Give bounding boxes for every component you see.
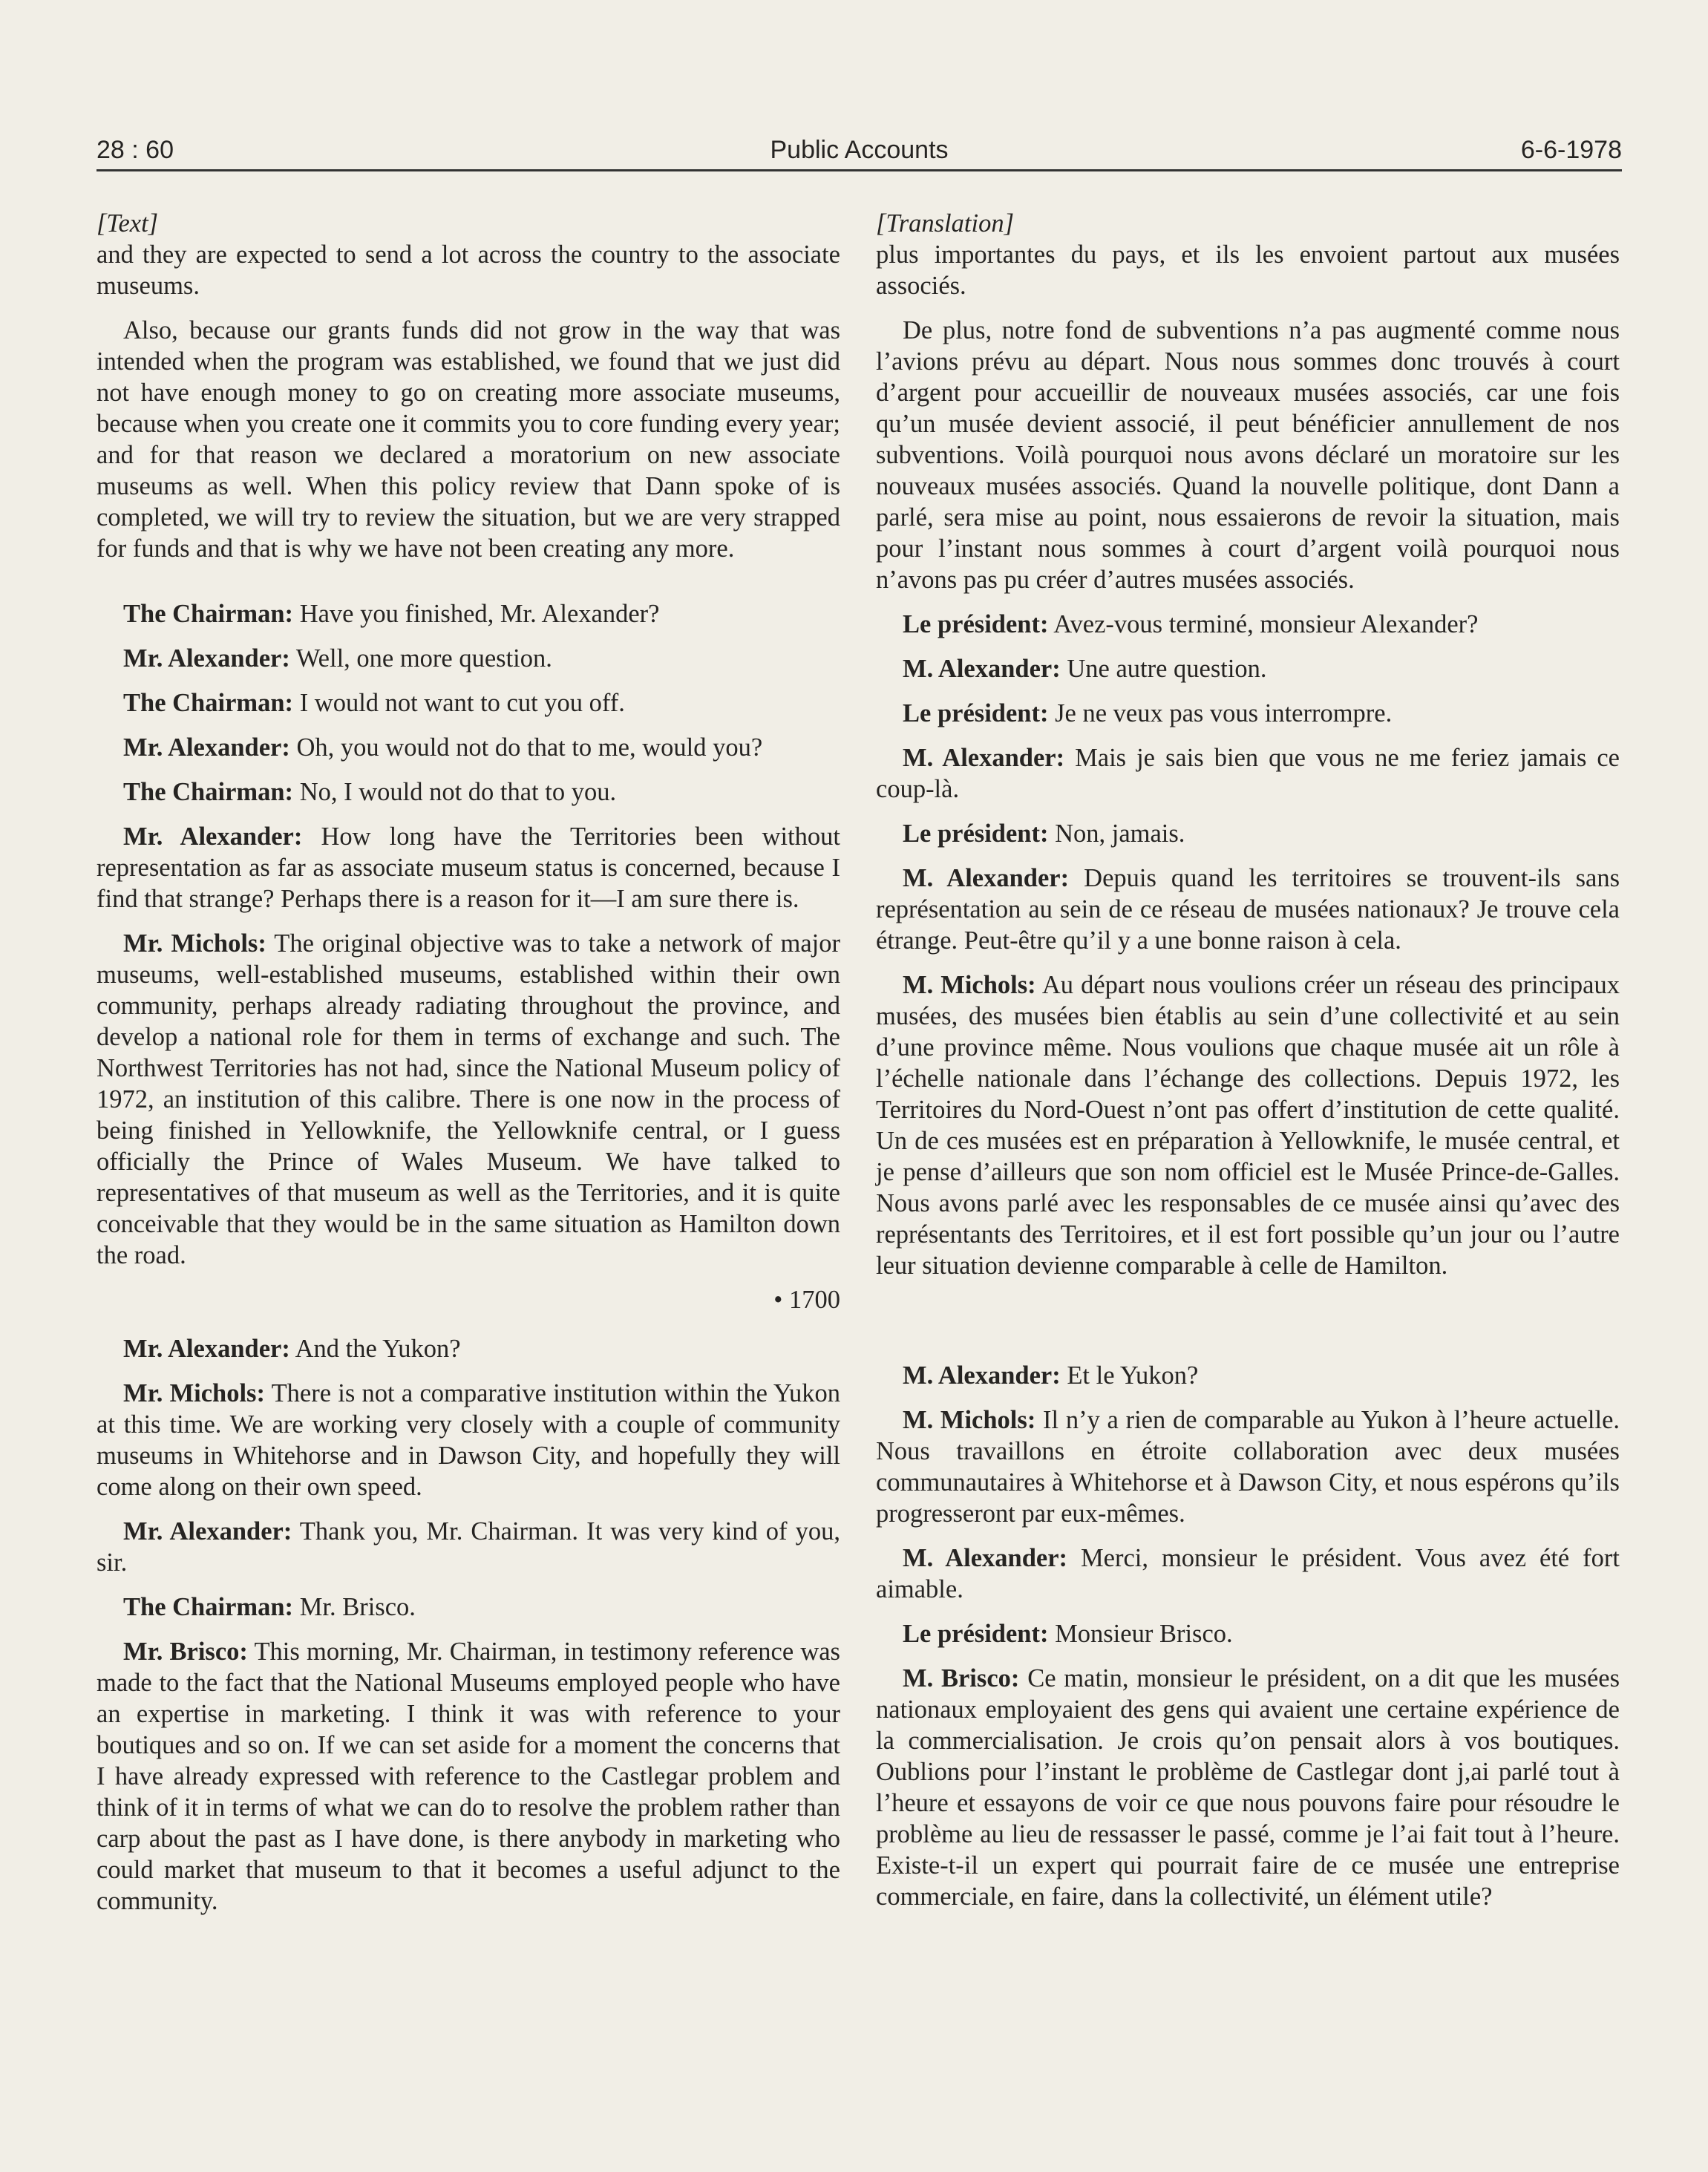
speech-text: Il n’y a rien de comparable au Yukon à l’heure actuelle. Nous travaillons en étroite collaboration avec deux musées communautaires à Whitehorse et à Dawson City, et nous espérons qu’ils progresseront par eux-mêmes. [876, 1406, 1620, 1528]
speech-text: Ce matin, monsieur le président, on a dit que les musées nationaux employaient des gens qui avaient une certaine expérience de la commercialisation. Je crois qu’on pensait alors à vos boutiques. Oublions pour l’instant le problème de Castlegar dont j,ai parlé tout à l’heure et essayons de voir ce que nous pouvons faire pour résoudre le problème au lieu de ressasser le passé, comme je l’ai fait tout à l’heure. Existe-t-il un expert qui pourrait faire de ce musée une entreprise commerciale, en faire, dans la collectivité, un élément utile? [876, 1664, 1620, 1911]
speech [876, 863, 1620, 956]
speech [96, 598, 840, 629]
speech-text: Depuis quand les territoires se trouvent-ils sans représentation au sein de ce réseau de musées nationaux? Je trouve cela étrange. Peut-être qu’il y a une bonne raison à cela. [876, 864, 1620, 955]
speech-text: There is not a comparative institution within the Yukon at this time. We are working very closely with a couple of community museums in Whitehorse and in Dawson City, and hopefully they will come along on their own speed. [96, 1379, 840, 1501]
speaker: The Chairman: [123, 600, 294, 628]
speaker: The Chairman: [123, 778, 294, 806]
speech-text: The original objective was to take a network of major museums, well-established museums, established within their own community, perhaps already radiating throughout the province, and develop a national role for them in terms of exchange and such. The Northwest Territories has not had, since the National Museum policy of 1972, an institution of this calibre. There is one now in the process of being finished in Yellowknife, the Yellowknife central, or I guess officially the Prince of Wales Museum. We have talked to representatives of that museum as well as the Territories, and it is quite conceivable that they would be in the same situation as Hamilton down the road. [96, 929, 840, 1269]
french-column [876, 208, 1620, 1926]
speech-text: Mr. Brisco. [299, 1593, 416, 1621]
speech-text: Au départ nous voulions créer un réseau des principaux musées, des musées bien établis au sein d’une collectivité et au sein d’une province même. Nous voulions que chaque musée ait un rôle à l’échelle nationale dans l’échange des collections. Depuis 1972, les Territoires du Nord-Ouest n’ont pas offert d’institution de cette qualité. Un de ces musées est en préparation à Yellowknife, le musée central, et je pense d’ailleurs que son nom officiel est le Musée Prince-de-Galles. Nous avons parlé avec les responsables de ce musée ainsi qu’avec des représentants des Territoires, et il est fort possible qu’un jour ou l’autre leur situation devienne comparable à celle de Hamilton. [876, 971, 1620, 1280]
speech [876, 609, 1620, 640]
speech [876, 1543, 1620, 1605]
speaker: Mr. Alexander: [123, 733, 290, 762]
speaker: Mr. Alexander: [123, 1517, 292, 1545]
paragraph: and they are expected to send a lot across the country to the associate museums. [96, 241, 840, 300]
speech-text: Et le Yukon? [1067, 1361, 1199, 1390]
speaker: M. Alexander: [903, 744, 1065, 772]
speaker: Mr. Alexander: [123, 822, 303, 851]
speech-text: I would not want to cut you off. [299, 689, 625, 717]
speech [876, 653, 1620, 684]
speech [876, 969, 1620, 1281]
speech [96, 928, 840, 1271]
page-date: 6-6-1978 [1520, 136, 1622, 164]
speaker: Le président: [903, 820, 1049, 848]
speech [876, 1663, 1620, 1912]
speech [876, 742, 1620, 805]
speech-text: This morning, Mr. Chairman, in testimony reference was made to the fact that the National Museums employed people who have an expertise in marketing. I think it was with reference to your boutiques and so on. If we can set aside for a moment the concerns that I have already expressed with reference to the Castlegar problem and think of it in terms of what we can do to resolve the problem rather than carp about the past as I have done, is there anybody in marketing who could market that museum to that it becomes a useful adjunct to the community. [96, 1638, 840, 1915]
speech [96, 687, 840, 719]
speech [876, 1404, 1620, 1529]
speech-text: No, I would not do that to you. [299, 778, 617, 806]
speech [96, 732, 840, 763]
speaker: Mr. Brisco: [123, 1638, 248, 1666]
speech [876, 818, 1620, 849]
speech-text: How long have the Territories been without representation as far as associate museum status is concerned, because I find that strange? Perhaps there is a reason for it—I am sure there is. [96, 822, 840, 913]
speaker: Le président: [903, 699, 1049, 727]
running-title: Public Accounts [770, 136, 949, 164]
speaker: Mr. Alexander: [123, 1335, 290, 1363]
page-header [96, 131, 1622, 171]
speaker: M. Michols: [903, 971, 1036, 999]
speech [96, 776, 840, 808]
speech [96, 1378, 840, 1502]
speech [96, 1592, 840, 1623]
speech-text: Thank you, Mr. Chairman. It was very kind of you, sir. [96, 1517, 840, 1577]
speech-text: Well, one more question. [295, 644, 552, 673]
speech-text: Merci, monsieur le président. Vous avez été fort aimable. [876, 1544, 1620, 1603]
speech [876, 1618, 1620, 1649]
speaker: M. Brisco: [903, 1664, 1020, 1692]
speaker: The Chairman: [123, 689, 294, 717]
page-number: 28 : 60 [96, 136, 174, 164]
speech-text: Oh, you would not do that to me, would you? [296, 733, 763, 762]
speech-text: Non, jamais. [1055, 820, 1185, 848]
text-label: [Text] [96, 209, 159, 238]
paragraph: plus importantes du pays, et ils les envoient partout aux musées associés. [876, 241, 1620, 300]
speaker: M. Alexander: [903, 1544, 1068, 1572]
speech [876, 698, 1620, 729]
speech [96, 1333, 840, 1364]
speech-text: Monsieur Brisco. [1055, 1620, 1233, 1648]
speaker: Mr. Alexander: [123, 644, 290, 673]
paragraph: Also, because our grants funds did not grow in the way that was intended when the program was established, we found that we just did not have enough money to go on creating more associate museums, because when you create one it commits you to core funding every year; and for that reason we declared a moratorium on new associate museums as well. When this policy review that Dann spoke of is completed, we will try to review the situation, but we are very strapped for funds and that is why we have not been creating any more. [96, 316, 840, 563]
speech-text: Je ne veux pas vous interrompre. [1055, 699, 1393, 727]
speech [96, 821, 840, 915]
speaker: Mr. Michols: [123, 929, 266, 958]
english-column [96, 208, 840, 1930]
speaker: Mr. Michols: [123, 1379, 265, 1407]
speaker: M. Alexander: [903, 655, 1061, 683]
paragraph: De plus, notre fond de subventions n’a pas augmenté comme nous l’avions prévu au départ. Nous nous sommes donc trouvés à court d’argent pour accueillir de nouveaux musées associés, car une fois qu’un musée devient associé, il peut bénéficier annullement de nos subventions. Voilà pourquoi nous avons déclaré un moratoire sur les nouveaux musées associés. Quand la nouvelle politique, dont Dann a parlé, sera mise au point, nous essaierons de revoir la situation, mais pour l’instant nous sommes à court d’argent voilà pourquoi nous n’avons pas pu créer d’autres musées associés. [876, 316, 1620, 594]
speech-text: Avez-vous terminé, monsieur Alexander? [1053, 610, 1479, 638]
speech [96, 1636, 840, 1917]
speech [96, 1516, 840, 1578]
translation-label: [Translation] [876, 209, 1014, 238]
speaker: M. Alexander: [903, 1361, 1061, 1390]
speech [96, 643, 840, 674]
time-marker: • 1700 [773, 1286, 840, 1314]
speaker: M. Michols: [903, 1406, 1036, 1434]
speech-text: Une autre question. [1067, 655, 1267, 683]
speaker: Le président: [903, 1620, 1049, 1648]
speaker: Le président: [903, 610, 1049, 638]
speaker: The Chairman: [123, 1593, 294, 1621]
speech-text: And the Yukon? [295, 1335, 461, 1363]
speech [876, 1360, 1620, 1391]
speech-text: Have you finished, Mr. Alexander? [299, 600, 660, 628]
speech-text: Mais je sais bien que vous ne me feriez jamais ce coup-là. [876, 744, 1620, 803]
speaker: M. Alexander: [903, 864, 1070, 892]
